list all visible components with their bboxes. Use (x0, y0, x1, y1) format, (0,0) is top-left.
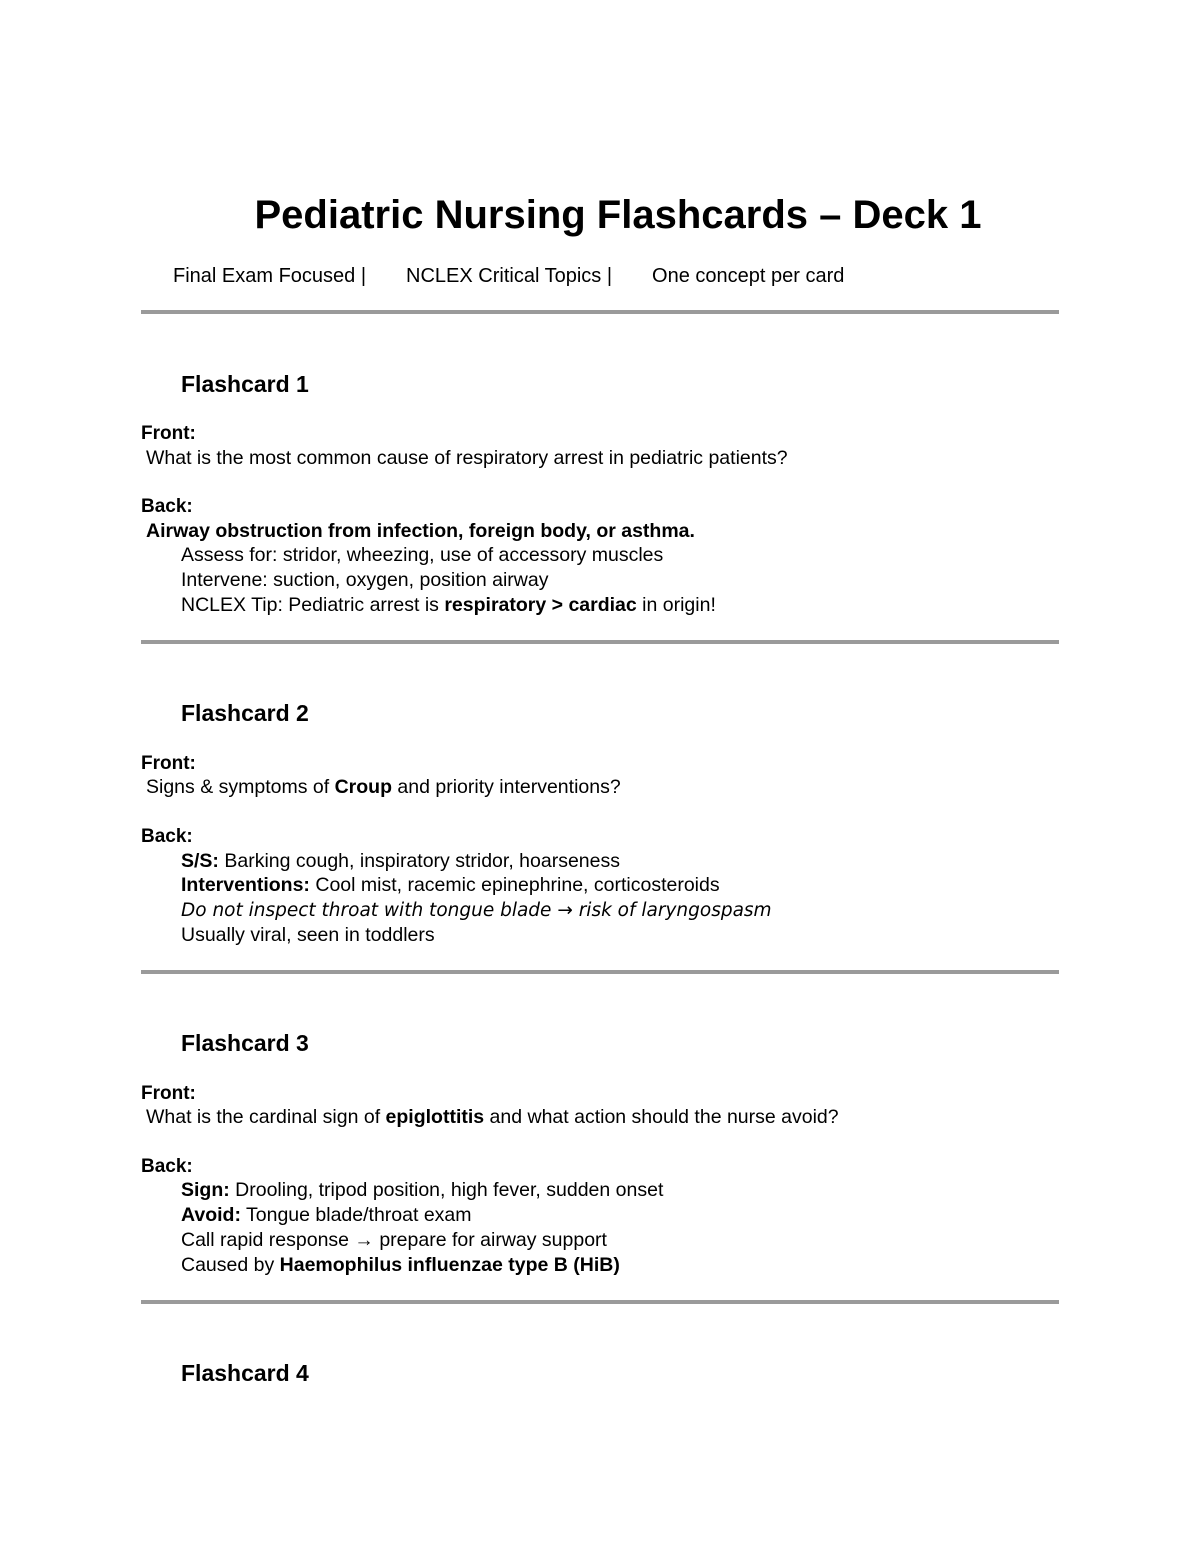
card-4-title: Flashcard 4 (181, 1360, 309, 1386)
card-1-front-label: Front: (141, 423, 196, 444)
card-1-nclex-tip (181, 593, 716, 618)
card-2-title: Flashcard 2 (181, 700, 309, 726)
card-2-ss-label: S/S: (181, 850, 219, 872)
card-2-warning: Do not inspect throat with tongue blade → risk of laryngospasm (181, 900, 772, 921)
card-1-front-text: What is the most common cause of respiratory arrest in pediatric patients? (146, 447, 788, 469)
divider (141, 1300, 1059, 1304)
card-2-front-prefix: Signs & symptoms of (146, 776, 335, 798)
card-3-back-label: Back: (141, 1156, 193, 1177)
subtitle-part-1: Final Exam Focused | (173, 265, 367, 287)
card-1-back-answer: Airway obstruction from infection, foreign body, or asthma. (146, 520, 695, 542)
divider (141, 970, 1059, 974)
subtitle-part-2: NCLEX Critical Topics | (406, 265, 613, 287)
card-2-ss-text: Barking cough, inspiratory stridor, hoarseness (218, 850, 620, 872)
card-3-cause-bold: Haemophilus influenzae type B (HiB) (279, 1254, 620, 1276)
card-2-interventions-line (181, 873, 720, 898)
card-3-avoid-label: Avoid: (181, 1204, 241, 1226)
card-2-front-label: Front: (141, 753, 196, 774)
card-3-title: Flashcard 3 (181, 1030, 309, 1056)
card-3-sign-label: Sign: (181, 1179, 230, 1201)
card-3-avoid-line (181, 1203, 472, 1228)
card-1-back-line-1: Assess for: stridor, wheezing, use of accessory muscles (181, 544, 664, 566)
card-1-back-line-2: Intervene: suction, oxygen, position airway (181, 569, 549, 591)
card-1-tip-prefix: NCLEX Tip: Pediatric arrest is (181, 594, 445, 616)
card-2-int-label: Interventions: (181, 874, 310, 896)
card-3-sign-text: Drooling, tripod position, high fever, sudden onset (229, 1179, 664, 1201)
card-3-sign-line (181, 1178, 663, 1203)
card-3-cause-prefix: Caused by (181, 1254, 280, 1276)
card-3-cause-line (181, 1253, 620, 1278)
page-title: Pediatric Nursing Flashcards – Deck 1 (254, 193, 982, 237)
card-3-front-label: Front: (141, 1083, 196, 1104)
card-1-back-label: Back: (141, 496, 193, 517)
card-3-front-bold: epiglottitis (385, 1106, 485, 1128)
divider (141, 640, 1059, 644)
card-2-int-text: Cool mist, racemic epinephrine, corticosteroids (309, 874, 720, 896)
card-3-call-line: Call rapid response → prepare for airway support (181, 1229, 607, 1251)
card-2-front-bold: Croup (334, 776, 392, 798)
card-2-note: Usually viral, seen in toddlers (181, 924, 435, 946)
card-3-avoid-text: Tongue blade/throat exam (240, 1204, 472, 1226)
card-2-back-label: Back: (141, 826, 193, 847)
card-3-front-prefix: What is the cardinal sign of (146, 1106, 386, 1128)
card-3-front-suffix: and what action should the nurse avoid? (484, 1106, 839, 1128)
card-2-front-suffix: and priority interventions? (391, 776, 621, 798)
card-2-front-text (146, 775, 621, 800)
card-1-tip-suffix: in origin! (636, 594, 716, 616)
subtitle-part-3: One concept per card (652, 265, 845, 287)
card-1-tip-bold: respiratory > cardiac (444, 594, 637, 616)
card-1-title: Flashcard 1 (181, 371, 309, 397)
card-3-front-text (146, 1105, 839, 1130)
subtitle (173, 263, 844, 289)
divider (141, 310, 1059, 314)
card-2-ss-line (181, 849, 620, 874)
